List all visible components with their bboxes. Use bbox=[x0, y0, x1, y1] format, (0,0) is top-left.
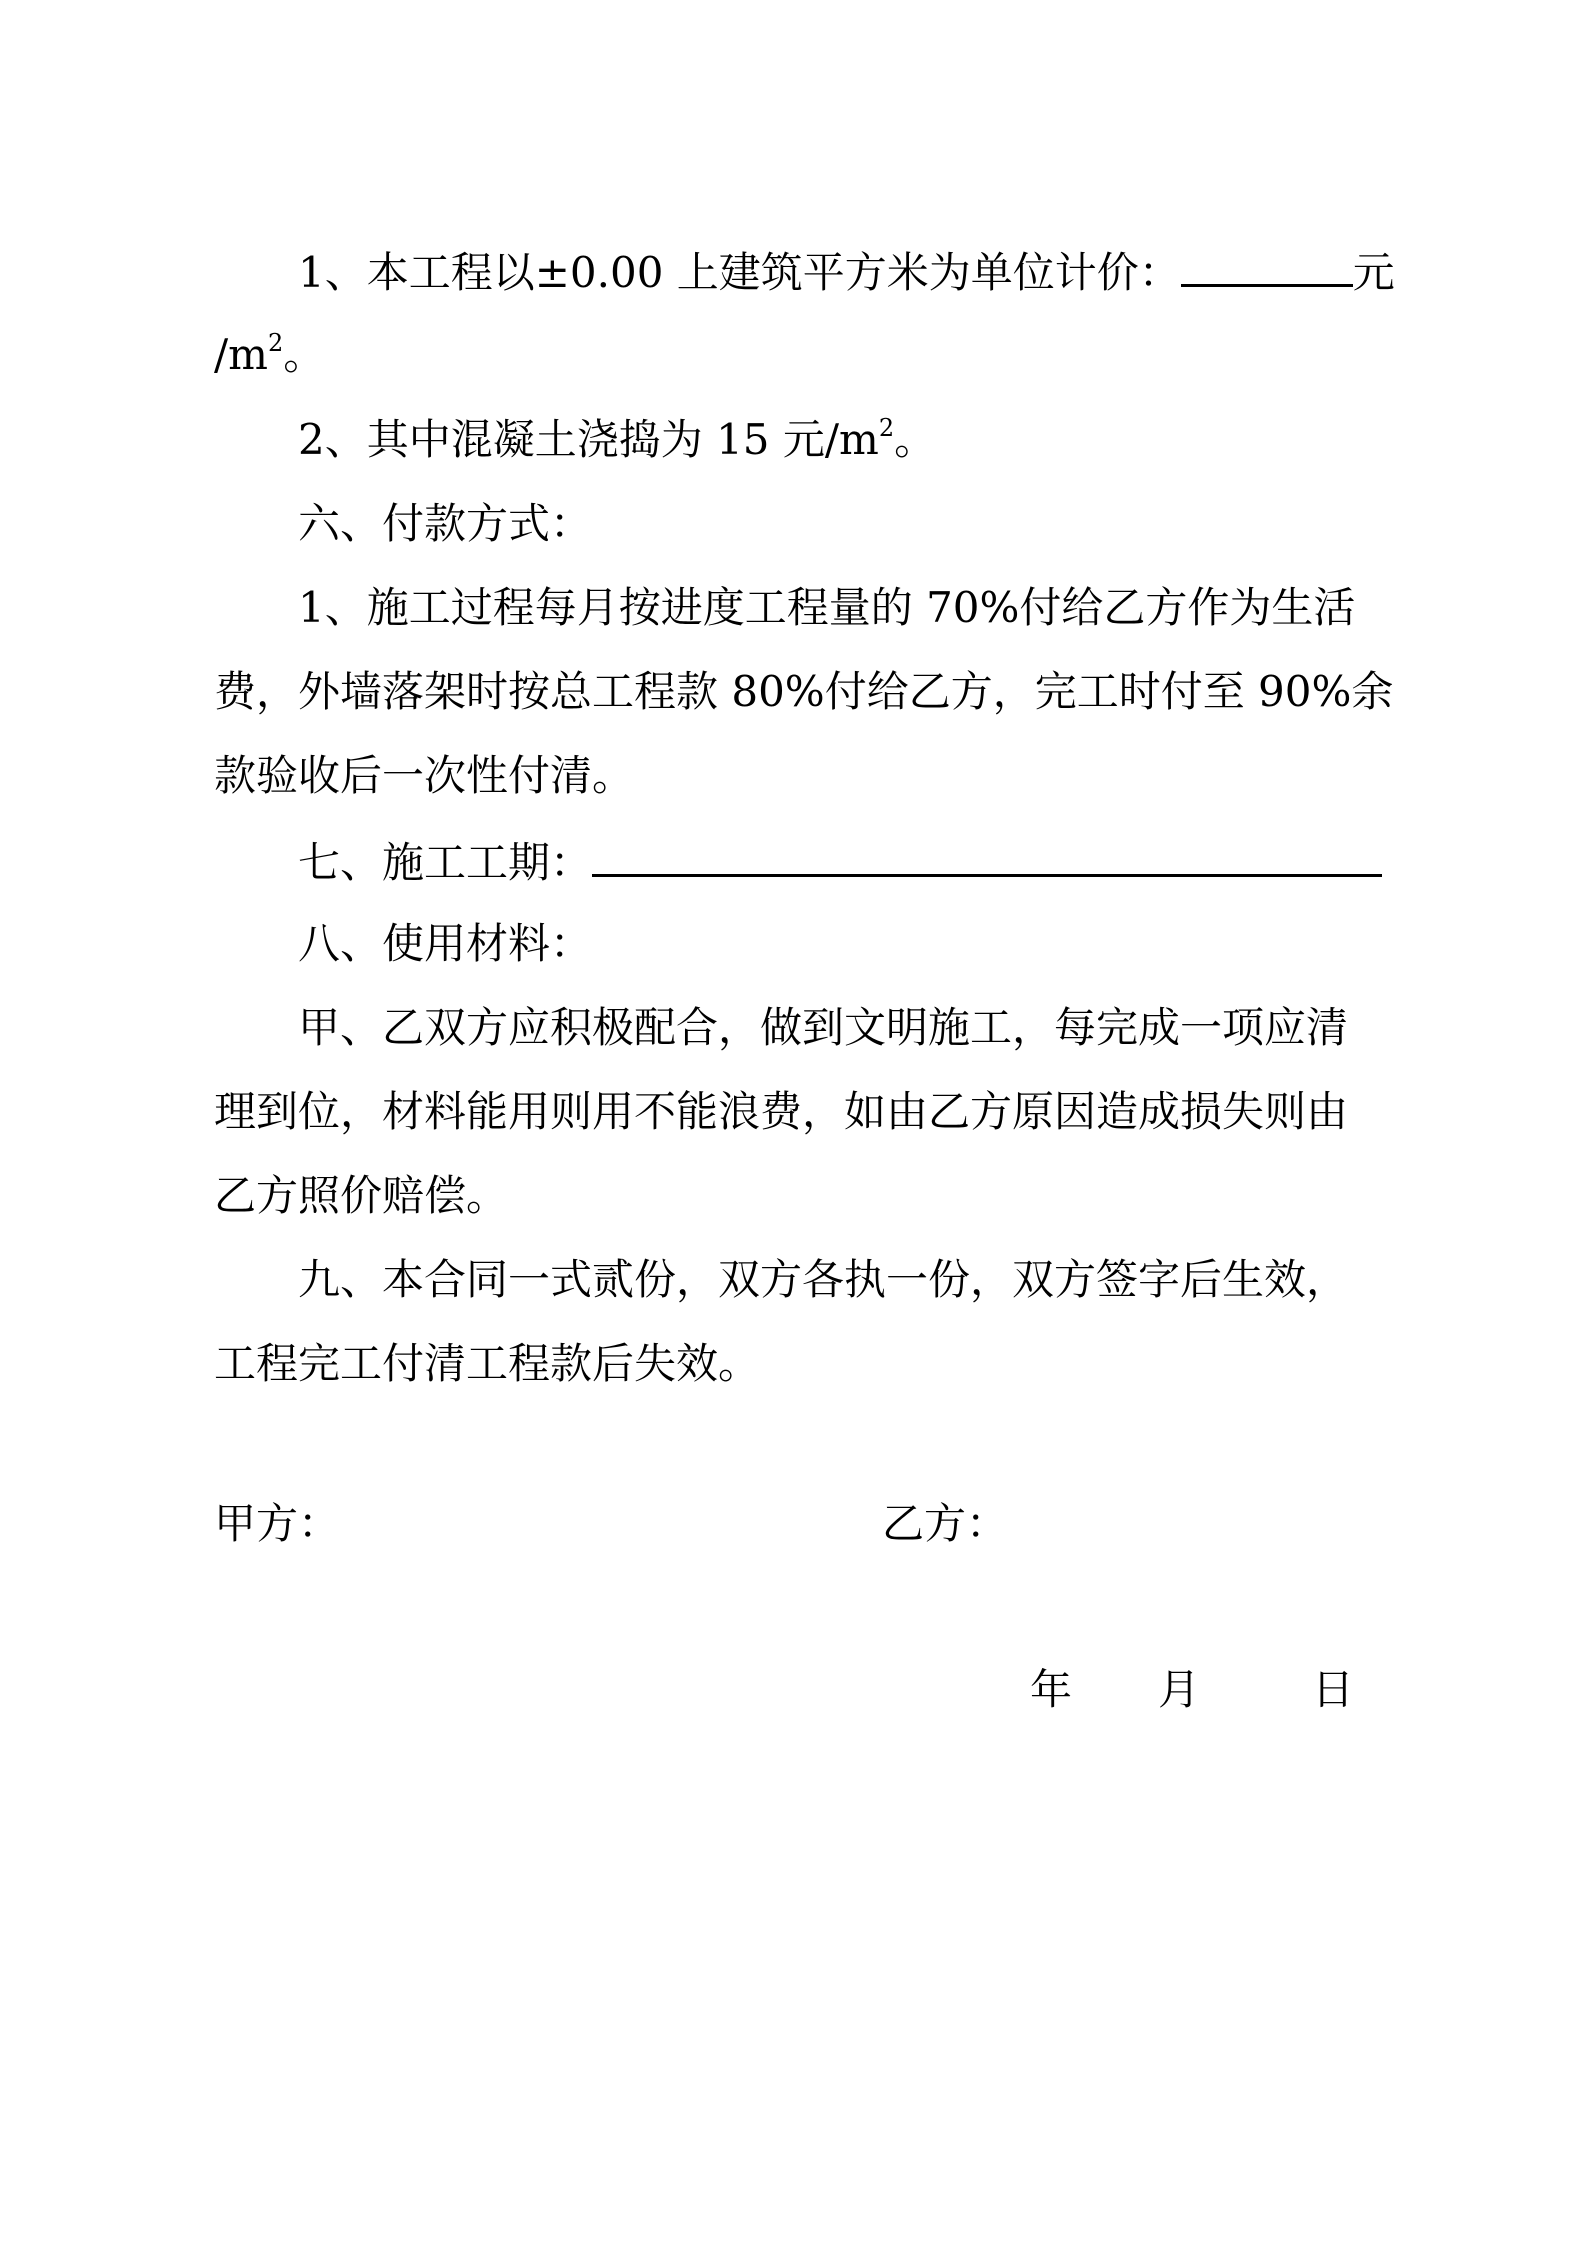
party-b-label: 乙方： bbox=[882, 1499, 1009, 1548]
clause-8-line-2: 理到位，材料能用则用不能浪费，如由乙方原因造成损失则由 bbox=[214, 1087, 1349, 1136]
clause-6-item-1-line-3: 款验收后一次性付清。 bbox=[214, 751, 635, 800]
clause-5-item-2-end: 。 bbox=[894, 415, 937, 464]
date-year: 年 bbox=[1030, 1665, 1073, 1714]
clause-5-item-1-cont bbox=[214, 325, 325, 385]
party-a-label: 甲方： bbox=[214, 1499, 341, 1548]
clause-5-item-2-text: 2、其中混凝土浇捣为 15 元/m bbox=[298, 415, 879, 464]
price-blank bbox=[1181, 240, 1353, 287]
clause-5-item-1-text: 1、本工程以±0.00 上建筑平方米为单位计价： bbox=[298, 248, 1181, 297]
date-day: 日 bbox=[1312, 1665, 1355, 1714]
construction-period-blank bbox=[592, 830, 1382, 877]
clause-5-item-1-unit: 元 bbox=[1352, 248, 1395, 297]
clause-7-heading: 七、施工工期： bbox=[298, 838, 593, 887]
clause-5-item-2-exponent: 2 bbox=[878, 414, 895, 442]
date-month: 月 bbox=[1158, 1665, 1201, 1714]
clause-5-item-1 bbox=[298, 240, 1395, 300]
clause-9-line-1: 九、本合同一式贰份，双方各执一份，双方签字后生效， bbox=[298, 1255, 1349, 1304]
clause-6-item-1-line-1: 1、施工过程每月按进度工程量的 70%付给乙方作为生活 bbox=[298, 583, 1356, 632]
unit-text: /m bbox=[214, 330, 268, 379]
unit-exponent: 2 bbox=[267, 329, 284, 357]
clause-5-item-2 bbox=[298, 410, 936, 470]
unit-end: 。 bbox=[283, 330, 326, 379]
clause-8-heading: 八、使用材料： bbox=[298, 919, 593, 968]
clause-7 bbox=[298, 830, 1382, 890]
clause-8-line-1: 甲、乙双方应积极配合，做到文明施工，每完成一项应清 bbox=[298, 1003, 1349, 1052]
clause-9-line-2: 工程完工付清工程款后失效。 bbox=[214, 1339, 761, 1388]
clause-8-line-3: 乙方照价赔偿。 bbox=[214, 1171, 509, 1220]
clause-6-heading: 六、付款方式： bbox=[298, 499, 593, 548]
clause-6-item-1-line-2: 费，外墙落架时按总工程款 80%付给乙方，完工时付至 90%余 bbox=[214, 667, 1394, 716]
